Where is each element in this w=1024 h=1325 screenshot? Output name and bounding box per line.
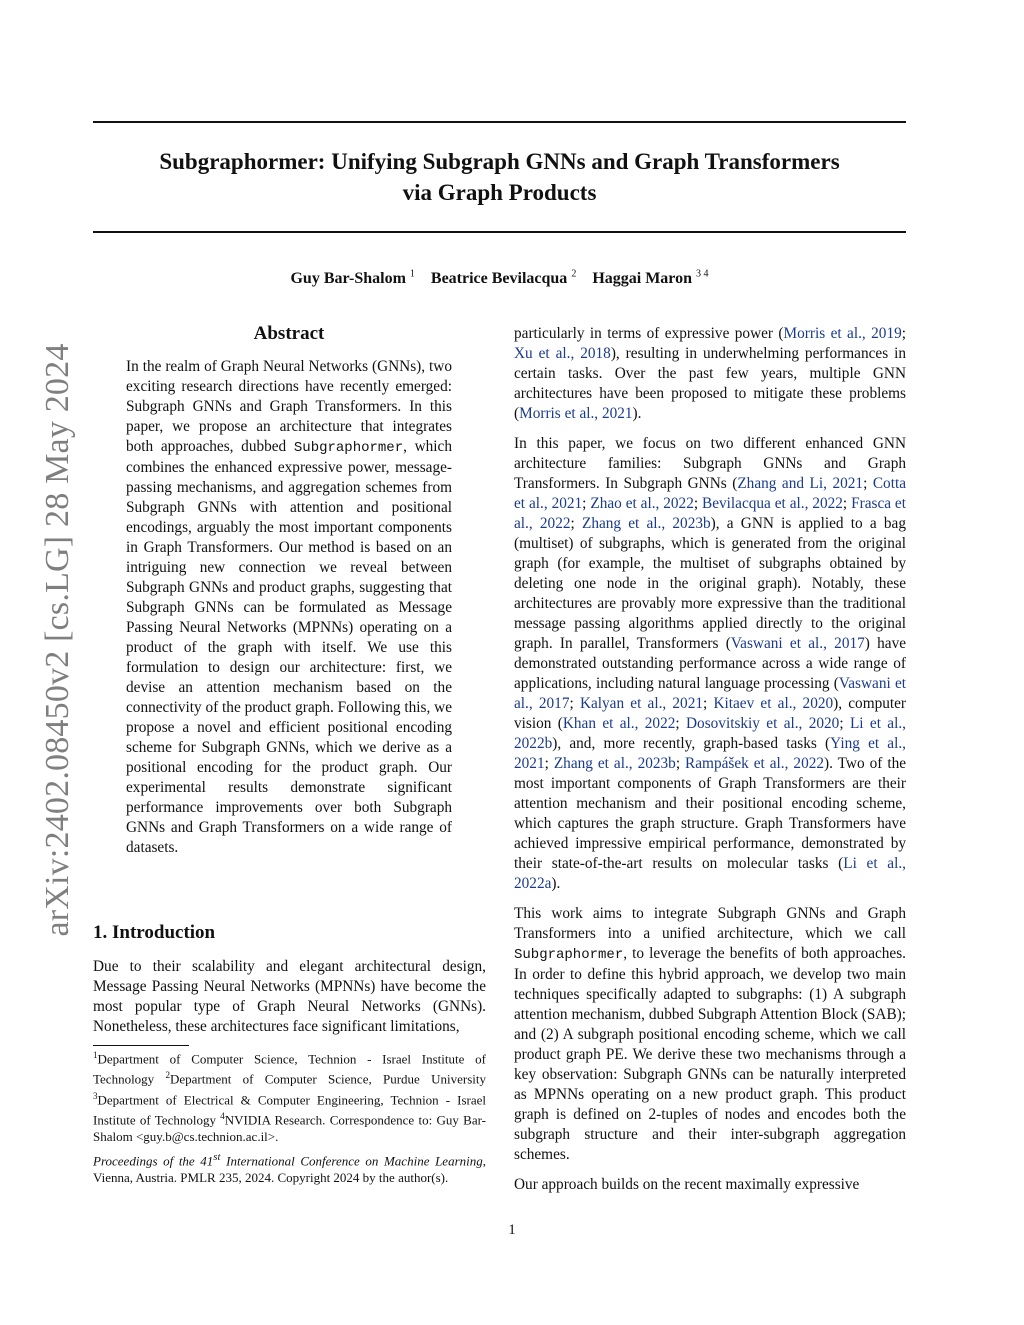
footnote-marker: 3 bbox=[93, 1090, 98, 1101]
footnote-text: Department of Computer Science, Technion - Israel Institute of Technology bbox=[93, 1051, 486, 1087]
citation-link[interactable]: Vaswani et al., 2017 bbox=[514, 675, 906, 712]
footnote-text: Department of Computer Science, Purdue University bbox=[169, 1071, 486, 1087]
citation-link[interactable]: Zhang and Li, 2021 bbox=[737, 475, 864, 492]
author bbox=[592, 270, 708, 287]
citation-link[interactable]: Li et al., 2022a bbox=[514, 855, 906, 892]
citation-link[interactable]: Bevilacqua et al., 2022 bbox=[702, 495, 843, 512]
paragraph bbox=[514, 904, 906, 1165]
citation-link[interactable]: Morris et al., 2019 bbox=[783, 325, 902, 342]
body-text: ), a GNN is applied to a bag (multiset) of subgraphs, which is generated from the original graph (for example, the multiset of subgraphs obtained by deleting one node in the original graph). Notably, these architectures are provably more expressive than the traditional message passing algorithms applied directly to the original graph. In parallel, Transformers ( bbox=[514, 515, 906, 652]
body-text: ; bbox=[863, 475, 873, 492]
affiliation-footnote bbox=[93, 1047, 486, 1145]
section-heading-introduction: 1. Introduction bbox=[93, 922, 216, 943]
paragraph bbox=[514, 434, 906, 894]
citation-link[interactable]: Ying et al., 2021 bbox=[514, 735, 906, 772]
body-text: ; bbox=[839, 715, 850, 732]
paragraph bbox=[514, 1175, 906, 1195]
footnote-marker: 1 bbox=[93, 1050, 98, 1060]
body-text: ; bbox=[693, 495, 703, 512]
citation-link[interactable]: Zhao et al., 2022 bbox=[590, 495, 694, 512]
body-text: ). bbox=[632, 405, 642, 422]
body-text: , to leverage the benefits of both approaches. In order to define this hybrid approach, we develop two main techniques specifically adapted to subgraphs: (1) A subgraph attention mechanism, dubbed Subgraph Attention Block (SAB); and (2) A subgraph positional encoding scheme, which we call product graph PE. We derive these two mechanisms through a key observation: Subgraph GNNs can be naturally interpreted as MPNNs operating on a new product graph. This product graph is defined on 2-tuples of nodes and encodes both the subgraph structure and their inter-subgraph aggregation schemes. bbox=[514, 945, 906, 1163]
introduction-paragraph: Due to their scalability and elegant architectural design, Message Passing Neural Networks (MPNNs) have become the most popular type of Graph Neural Networks (GNNs). Nonetheless, these architectures face significant limitations, bbox=[93, 958, 486, 1035]
citation-link[interactable]: Xu et al., 2018 bbox=[514, 345, 611, 362]
proceedings-italic: Proceedings of the bbox=[93, 1153, 201, 1169]
abstract-text-part: In the realm of Graph Neural Networks (GNNs), two exciting research directions have recently emerged: Subgraph GNNs and Graph Transformers. In this paper, we propose an architecture that integrates both approaches, dubbed bbox=[126, 358, 452, 455]
page-number: 1 bbox=[508, 1222, 516, 1238]
footnote-marker: 2 bbox=[165, 1070, 170, 1081]
footnote-rule bbox=[93, 1045, 189, 1046]
citation-link[interactable]: Cotta et al., 2021 bbox=[514, 475, 907, 512]
author-affiliation: 3 4 bbox=[696, 269, 709, 280]
body-text: ; bbox=[675, 715, 686, 732]
abstract-heading: Abstract bbox=[253, 323, 325, 344]
body-text: particularly in terms of expressive power ( bbox=[514, 325, 784, 342]
body-text: ) have demonstrated outstanding performance across a wide range of applications, including natural language processing ( bbox=[514, 635, 907, 692]
body-text: In this paper, we focus on two different enhanced GNN architecture families: Subgraph GNNs and Graph Transformers. In Subgraph GNNs ( bbox=[514, 435, 906, 492]
body-text: This work aims to integrate Subgraph GNNs and Graph Transformers into a unified architecture, which we call bbox=[514, 905, 906, 942]
proceedings-note bbox=[93, 1149, 486, 1186]
title-line-1: Subgraphormer: Unifying Subgraph GNNs and Graph Transformers bbox=[159, 149, 840, 174]
body-text: ; bbox=[675, 755, 686, 772]
body-text: ). Two of the most important components of Graph Transformers are their attention mechanism and their positional encoding scheme, which captures the graph structure. Graph Transformers have achieved impressive empirical performance, demonstrated by their state-of-the-art results on molecular tasks ( bbox=[514, 755, 907, 872]
author bbox=[431, 270, 576, 287]
proceedings-text: , Vienna, Austria. PMLR 235, 2024. Copyright 2024 by the author(s). bbox=[93, 1153, 486, 1186]
citation-link[interactable]: Rampášek et al., 2022 bbox=[685, 755, 825, 772]
method-name-code: Subgraphormer bbox=[293, 440, 404, 456]
author-affiliation: 1 bbox=[409, 269, 415, 280]
paragraph bbox=[514, 324, 906, 424]
author bbox=[290, 270, 414, 287]
body-text: ; bbox=[569, 695, 580, 712]
citation-link[interactable]: Frasca et al., 2022 bbox=[514, 495, 906, 532]
citation-link[interactable]: Kalyan et al., 2021 bbox=[579, 695, 704, 712]
abstract-text-part: , which combines the enhanced expressive power, message-passing mechanisms, and aggregation schemes from Subgraph GNNs with attention and positional encodings, arguably the most important components in Graph Transformers. Our method is based on an intriguing new connection we reveal between Subgraph GNNs and product graphs, suggesting that Subgraph GNNs can be formulated as Message Passing Neural Networks (MPNNs) operating on a product of the graph with itself. We use this formulation to design our architecture: first, we devise an attention mechanism based on the connectivity of the product graph. Following this, we propose a novel and efficient positional encoding scheme for Subgraph GNNs, which we derive as a positional encoding for the product graph. Our experimental results demonstrate significant performance improvements over both Subgraph GNNs and Graph Transformers on a wide range of datasets. bbox=[126, 438, 452, 856]
citation-link[interactable]: Vaswani et al., 2017 bbox=[730, 635, 865, 652]
body-text: ; bbox=[842, 495, 852, 512]
citation-link[interactable]: Khan et al., 2022 bbox=[562, 715, 676, 732]
author-name: Beatrice Bevilacqua bbox=[430, 270, 568, 288]
author-list bbox=[93, 265, 906, 289]
citation-link[interactable]: Li et al., 2022b bbox=[514, 715, 906, 752]
body-text: ), and, more recently, graph-based tasks ( bbox=[552, 735, 831, 752]
citation-link[interactable]: Kitaev et al., 2020 bbox=[713, 695, 834, 712]
proceedings-number: 41 bbox=[200, 1153, 214, 1169]
citation-link[interactable]: Zhang et al., 2023b bbox=[581, 515, 711, 532]
body-text: ; bbox=[544, 755, 554, 772]
proceedings-italic: International Conference on Machine Learning bbox=[220, 1153, 483, 1169]
citation-link[interactable]: Dosovitskiy et al., 2020 bbox=[686, 715, 840, 732]
title-line-2: via Graph Products bbox=[402, 180, 597, 205]
body-text: ; bbox=[582, 495, 591, 512]
abstract-text bbox=[126, 357, 452, 858]
body-text: ; bbox=[570, 515, 582, 532]
author-affiliation: 2 bbox=[571, 269, 577, 280]
title-rule-bottom bbox=[93, 231, 906, 233]
body-text: ), computer vision ( bbox=[514, 695, 907, 732]
citation-link[interactable]: Morris et al., 2021 bbox=[519, 405, 633, 422]
arxiv-identifier: arXiv:2402.08450v2 [cs.LG] 28 May 2024 bbox=[39, 343, 76, 937]
proceedings-superscript: st bbox=[213, 1151, 221, 1163]
author-name: Guy Bar-Shalom bbox=[290, 270, 406, 288]
body-text: ), resulting in underwhelming performances in certain tasks. Over the past few years, multiple GNN architectures have been proposed to mitigate these problems ( bbox=[514, 345, 906, 422]
footnote-marker: 4 bbox=[220, 1110, 225, 1121]
title-rule-top bbox=[93, 121, 906, 123]
body-text: Our approach builds on the recent maximally expressive bbox=[514, 1176, 860, 1193]
body-text: ; bbox=[703, 695, 714, 712]
right-column bbox=[514, 324, 906, 1205]
citation-link[interactable]: Zhang et al., 2023b bbox=[553, 755, 676, 772]
body-text: ). bbox=[551, 875, 561, 892]
method-name-code: Subgraphormer bbox=[514, 947, 624, 963]
footnote-text: Department of Electrical & Computer Engineering, Technion - Israel Institute of Technology bbox=[93, 1091, 486, 1128]
paper-title bbox=[93, 146, 906, 208]
footnote-text: NVIDIA Research. Correspondence to: Guy Bar-Shalom <guy.b@cs.technion.ac.il>. bbox=[93, 1112, 486, 1145]
body-text: ; bbox=[901, 325, 906, 342]
author-name: Haggai Maron bbox=[592, 270, 693, 288]
